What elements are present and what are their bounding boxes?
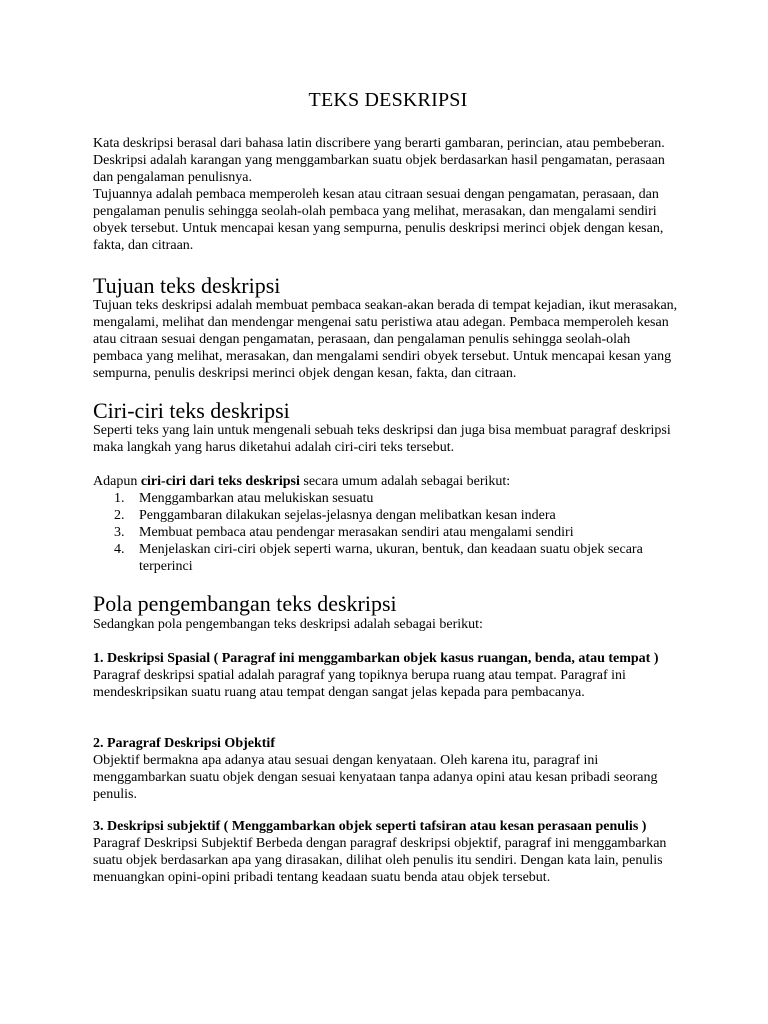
intro-paragraph-1: Kata deskripsi berasal dari bahasa latin discribere yang berarti gambaran, perincian, atau pembeberan. Deskripsi adalah karangan yang menggambarkan suatu objek berdasarkan hasil pengamatan, perasaan dan pengalaman penulisnya. [93, 136, 665, 185]
list-item-text: Membuat pembaca atau pendengar merasakan sendiri atau mengalami sendiri [139, 525, 574, 540]
list-item-number: 1. [114, 491, 125, 506]
spasial-title: 1. Deskripsi Spasial ( Paragraf ini menggambarkan objek kasus ruangan, benda, atau tempat ) [93, 651, 659, 666]
pola-spasial-section [93, 650, 683, 701]
ciri-list-section [93, 473, 683, 575]
ciri-intro-prefix: Adapun [93, 474, 141, 489]
list-item-text: Menjelaskan ciri-ciri objek seperti warna, ukuran, bentuk, dan keadaan suatu objek secara terperinci [139, 542, 643, 574]
ciri-heading: Ciri-ciri teks deskripsi [93, 398, 290, 423]
pola-heading: Pola pengembangan teks deskripsi [93, 591, 397, 616]
spasial-text: Paragraf deskripsi spatial adalah paragraf yang topiknya berupa ruang atau tempat. Paragraf ini mendeskripsikan suatu ruang atau tempat dengan sangat jelas kepada para pembacanya. [93, 668, 626, 700]
list-item-text: Menggambarkan atau melukiskan sesuatu [139, 491, 374, 506]
pola-intro-section [93, 616, 683, 633]
ciri-list [93, 490, 683, 575]
page-title: TEKS DESKRIPSI [308, 89, 468, 111]
ciri-intro-bold: ciri-ciri dari teks deskripsi [140, 474, 300, 489]
tujuan-paragraph: Tujuan teks deskripsi adalah membuat pembaca seakan-akan berada di tempat kejadian, ikut merasakan, mengalami, melihat dan mendengar mengenai satu peristiwa atau adegan. Pembaca memperoleh kesan atau citraan sesuai dengan pengamatan, perasaan, dan pengalaman penulis sehingga seolah-olah pembaca yang melihat, merasakan, dan mengalami sendiri obyek tersebut. Untuk mencapai kesan yang sempurna, penulis deskripsi merinci objek dengan kesan, fakta, dan citraan. [93, 298, 678, 381]
list-item-text: Penggambaran dilakukan sejelas-jelasnya dengan melibatkan kesan indera [139, 508, 556, 523]
objektif-title: 2. Paragraf Deskripsi Objektif [93, 736, 275, 751]
tujuan-section [93, 297, 683, 382]
subjektif-title: 3. Deskripsi subjektif ( Menggambarkan objek seperti tafsiran atau kesan perasaan penulis ) [93, 819, 647, 834]
list-item-number: 2. [114, 508, 125, 523]
ciri-section [93, 422, 683, 456]
intro-paragraph-2: Tujuannya adalah pembaca memperoleh kesan atau citraan sesuai dengan pengamatan, perasaan, dan pengalaman penulis sehingga seolah-olah pembaca yang melihat, merasakan, dan mengalami sendiri obyek tersebut. Untuk mencapai kesan yang sempurna, penulis deskripsi merinci objek dengan kesan, fakta, dan citraan. [93, 187, 664, 253]
list-item [93, 541, 683, 575]
list-item-number: 4. [114, 542, 125, 557]
ciri-intro-suffix: secara umum adalah sebagai berikut: [299, 474, 511, 489]
pola-subjektif-section [93, 818, 683, 886]
list-item [93, 524, 683, 541]
list-item [93, 507, 683, 524]
list-item-number: 3. [114, 525, 125, 540]
objektif-text: Objektif bermakna apa adanya atau sesuai dengan kenyataan. Oleh karena itu, paragraf ini menggambarkan suatu objek dengan sesuai kenyataan tanpa adanya opini atau kesan pribadi seorang penulis. [93, 753, 658, 802]
pola-intro: Sedangkan pola pengembangan teks deskripsi adalah sebagai berikut: [93, 617, 483, 632]
intro-section [93, 135, 683, 254]
pola-objektif-section [93, 735, 683, 803]
subjektif-text: Paragraf Deskripsi Subjektif Berbeda dengan paragraf deskripsi objektif, paragraf ini menggambarkan suatu objek berdasarkan apa yang dirasakan, dilihat oleh penulis itu sendiri. Dengan kata lain, penulis menuangkan opini-opini pribadi tentang keadaan suatu benda atau objek tersebut. [93, 836, 667, 885]
ciri-list-intro [93, 473, 683, 490]
ciri-paragraph: Seperti teks yang lain untuk mengenali sebuah teks deskripsi dan juga bisa membuat paragraf deskripsi maka langkah yang harus diketahui adalah ciri-ciri teks tersebut. [93, 423, 671, 455]
tujuan-heading: Tujuan teks deskripsi [93, 273, 281, 298]
list-item [93, 490, 683, 507]
